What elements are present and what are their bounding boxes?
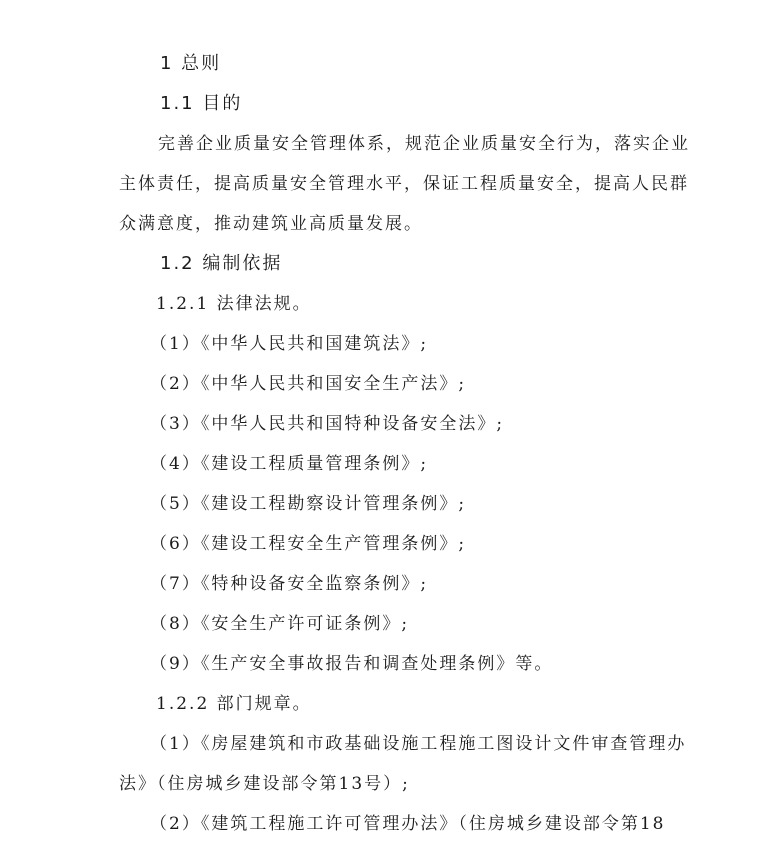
law-item: （8）《安全生产许可证条例》; bbox=[150, 614, 410, 634]
law-item: （1）《中华人民共和国建筑法》; bbox=[150, 334, 429, 354]
law-item: （6）《建设工程安全生产管理条例》; bbox=[150, 534, 467, 554]
chapter-heading: 1 总则 bbox=[160, 53, 222, 74]
law-item: （9）《生产安全事故报告和调查处理条例》等。 bbox=[150, 654, 554, 674]
law-item: （7）《特种设备安全监察条例》; bbox=[150, 574, 429, 594]
rule-item-line: 法》（住房城乡建设部令第13号）; bbox=[119, 774, 410, 794]
law-item: （3）《中华人民共和国特种设备安全法》; bbox=[150, 414, 505, 434]
rule-item-line: （1）《房屋建筑和市政基础设施工程施工图设计文件审查管理办 bbox=[150, 734, 687, 754]
section-heading-purpose: 1.1 目的 bbox=[160, 93, 243, 114]
law-item: （5）《建设工程勘察设计管理条例》; bbox=[150, 494, 467, 514]
section-heading-basis: 1.2 编制依据 bbox=[160, 253, 283, 274]
law-item: （4）《建设工程质量管理条例》; bbox=[150, 454, 429, 474]
purpose-paragraph-line-1: 完善企业质量安全管理体系，规范企业质量安全行为，落实企业 bbox=[158, 134, 690, 154]
law-item: （2）《中华人民共和国安全生产法》; bbox=[150, 374, 467, 394]
purpose-paragraph-line-3: 众满意度，推动建筑业高质量发展。 bbox=[119, 214, 423, 234]
subsection-rules: 1.2.2 部门规章。 bbox=[156, 694, 312, 714]
purpose-paragraph-line-2: 主体责任，提高质量安全管理水平，保证工程质量安全，提高人民群 bbox=[119, 174, 689, 194]
rule-item-line: （2）《建筑工程施工许可管理办法》（住房城乡建设部令第18 bbox=[150, 814, 666, 834]
subsection-laws: 1.2.1 法律法规。 bbox=[156, 294, 312, 314]
